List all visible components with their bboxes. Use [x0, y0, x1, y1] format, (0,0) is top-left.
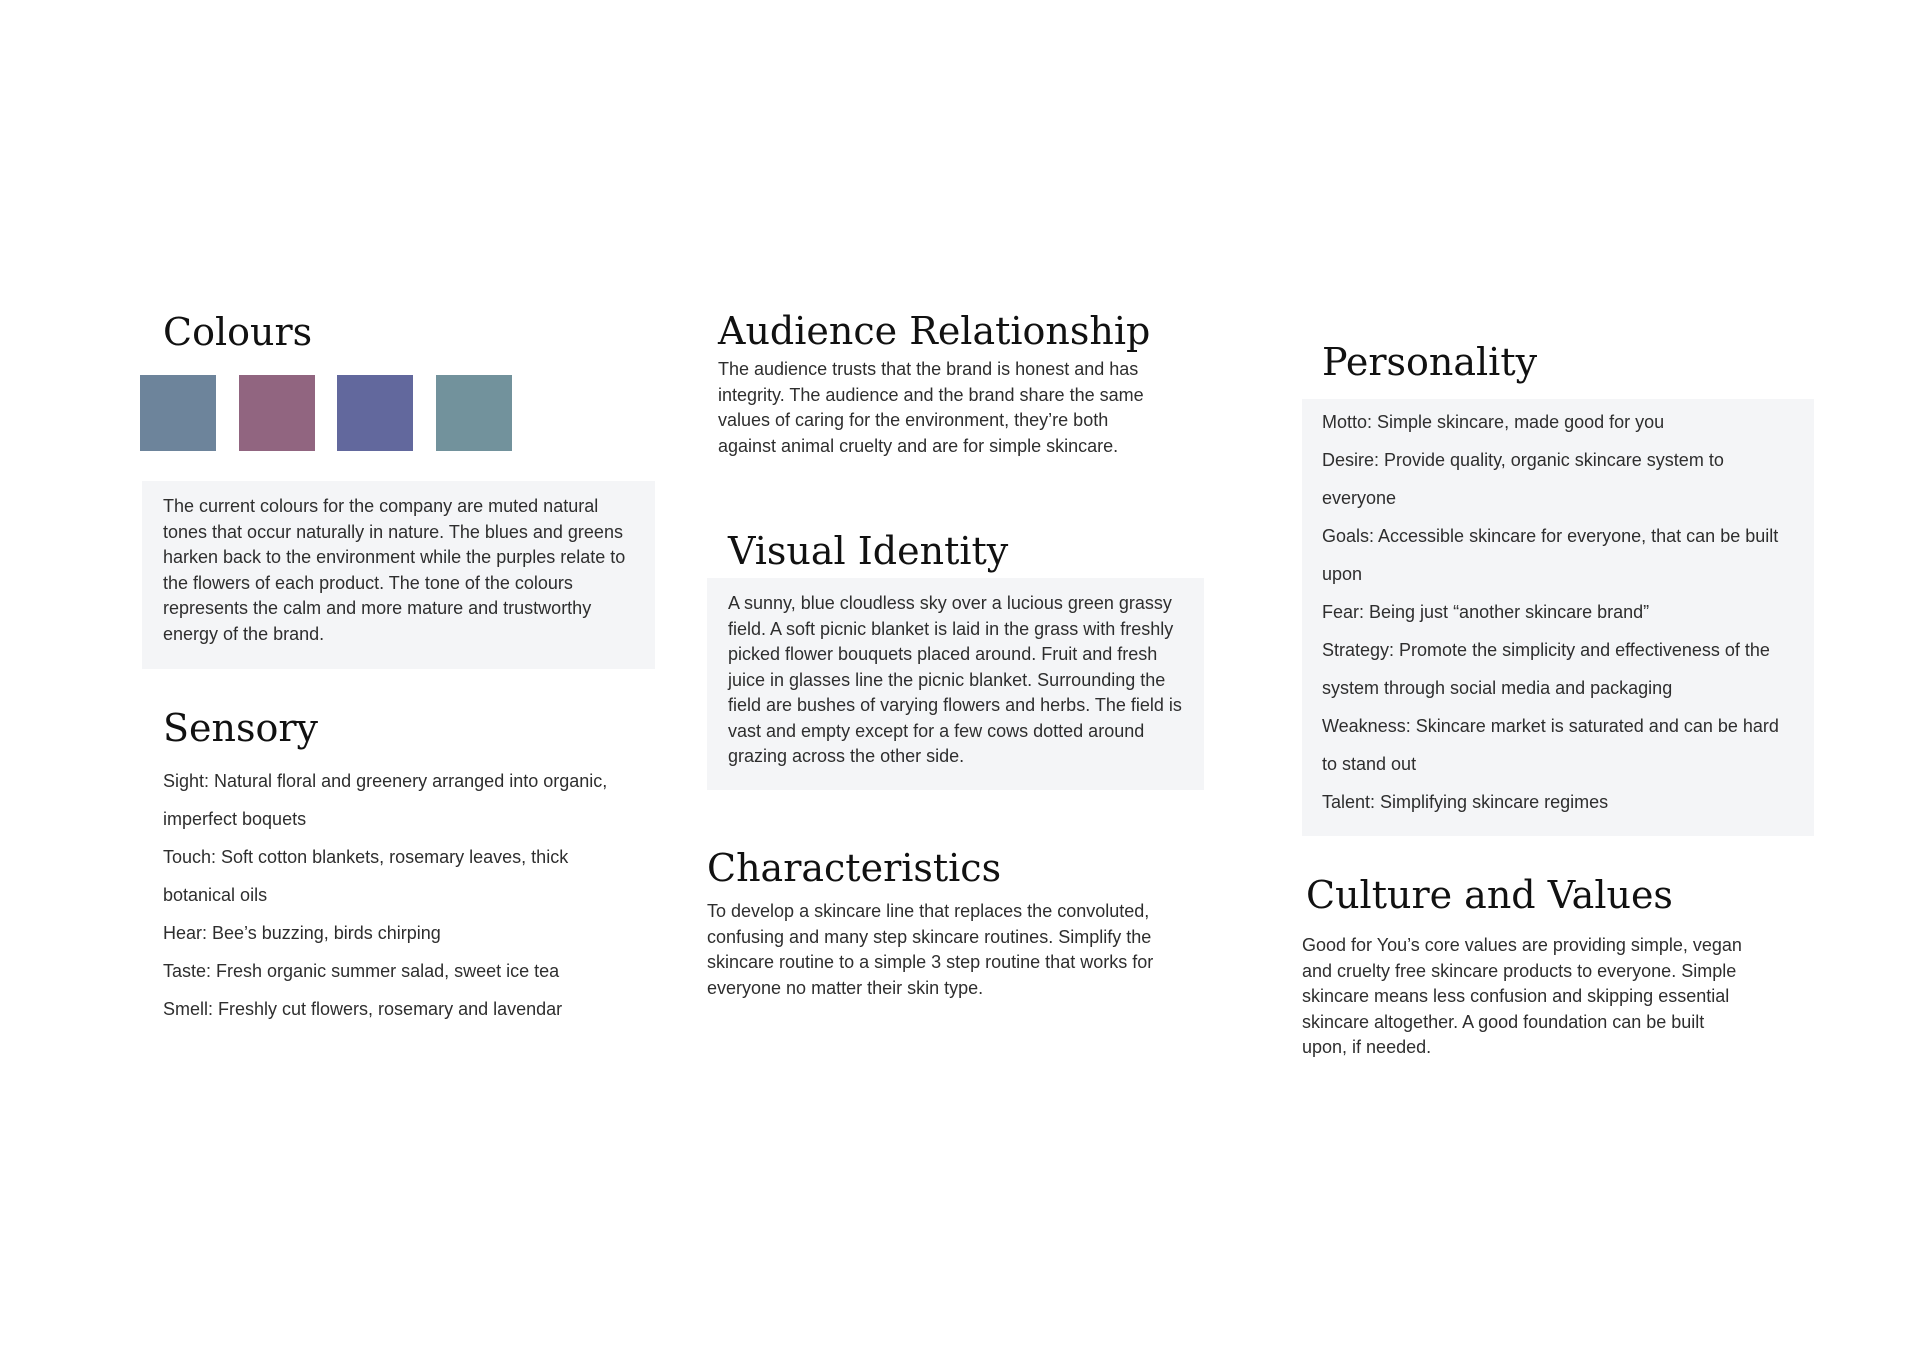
colours-description: The current colours for the company are muted natural tones that occur naturally in nature. The blues and greens harken back to the environment while the purples relate to the flowers of each product. The tone of the colours represents the calm and more mature and trustworthy energy of the brand.	[163, 496, 626, 644]
visual-identity-text: A sunny, blue cloudless sky over a lucious green grassy field. A soft picnic blanket is laid in the grass with freshly picked flower bouquets placed around. Fruit and fresh juice in glasses line the picnic blanket. Surrounding the field are bushes of varying flowers and herbs. The field is vast and empty except for a few cows dotted around grazing across the other side.	[728, 593, 1182, 766]
sensory-item-hear: Hear: Bee’s buzzing, birds chirping	[163, 923, 441, 943]
personality-list	[1322, 403, 1797, 821]
personality-panel	[1302, 399, 1814, 836]
culture-heading: Culture and Values	[1306, 873, 1673, 917]
personality-item-weakness: Weakness: Skincare market is saturated and can be hard to stand out	[1322, 716, 1779, 774]
personality-item-desire: Desire: Provide quality, organic skincare system to everyone	[1322, 450, 1724, 508]
sensory-heading: Sensory	[163, 706, 319, 750]
personality-item-strategy: Strategy: Promote the simplicity and effectiveness of the system through social media and packaging	[1322, 640, 1770, 698]
visual-identity-heading: Visual Identity	[728, 529, 1009, 573]
characteristics-text: To develop a skincare line that replaces the convoluted, confusing and many step skincare routines. Simplify the skincare routine to a simple 3 step routine that works for everyone no matter their skin type.	[707, 901, 1154, 998]
sensory-item-touch: Touch: Soft cotton blankets, rosemary leaves, thick botanical oils	[163, 847, 569, 905]
personality-heading: Personality	[1322, 340, 1538, 384]
personality-item-motto: Motto: Simple skincare, made good for you	[1322, 412, 1665, 432]
personality-item-fear: Fear: Being just “another skincare brand”	[1322, 602, 1650, 622]
colour-swatch	[140, 375, 216, 451]
colours-heading: Colours	[163, 310, 313, 354]
sensory-item-taste: Taste: Fresh organic summer salad, sweet ice tea	[163, 961, 560, 981]
characteristics-heading: Characteristics	[707, 846, 1002, 890]
colour-swatch	[337, 375, 413, 451]
personality-item-goals: Goals: Accessible skincare for everyone, that can be built upon	[1322, 526, 1779, 584]
personality-item-talent: Talent: Simplifying skincare regimes	[1322, 792, 1609, 812]
colour-swatch	[436, 375, 512, 451]
sensory-item-sight: Sight: Natural floral and greenery arranged into organic, imperfect boquets	[163, 771, 608, 829]
audience-heading: Audience Relationship	[718, 309, 1151, 353]
culture-text: Good for You’s core values are providing simple, vegan and cruelty free skincare products to everyone. Simple skincare means less confusion and skipping essential skincare altogether. A good foundation can be built upon, if needed.	[1302, 935, 1742, 1057]
sensory-list	[163, 762, 633, 1028]
sensory-item-smell: Smell: Freshly cut flowers, rosemary and lavendar	[163, 999, 563, 1019]
visual-identity-panel	[707, 578, 1204, 790]
colour-swatch	[239, 375, 315, 451]
audience-text: The audience trusts that the brand is honest and has integrity. The audience and the brand share the same values of caring for the environment, they’re both against animal cruelty and are for simple skincare.	[718, 359, 1144, 456]
colours-description-panel	[142, 481, 655, 669]
